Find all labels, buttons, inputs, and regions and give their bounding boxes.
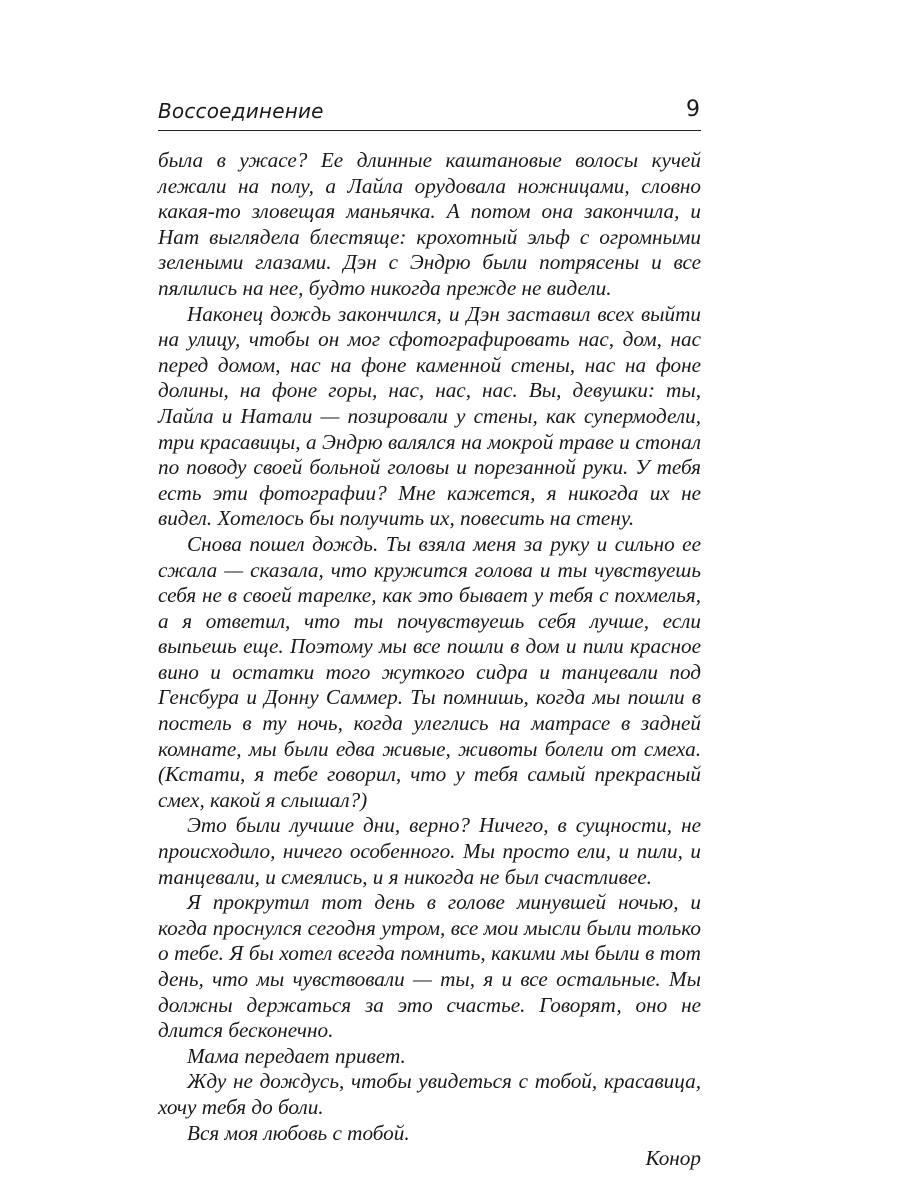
paragraph: Жду не дождусь, чтобы увидеться с тобой, красавица, хочу тебя до боли.: [158, 1069, 701, 1119]
running-header: [158, 96, 701, 131]
running-title: Воссоединение: [158, 99, 324, 123]
paragraph: была в ужасе? Ее длинные каштановые волосы кучей лежали на полу, а Лайла орудовала ножницами, словно какая-то зловещая маньячка. А потом она закончила, и Нат выглядела блестяще: крохотный эльф с огромными зелеными глазами. Дэн с Эндрю были потрясены и все пялились на нее, будто никогда прежде не видели.: [158, 148, 701, 300]
paragraph: Наконец дождь закончился, и Дэн заставил всех выйти на улицу, чтобы он мог сфотографировать нас, дом, нас перед домом, нас на фоне каменной стены, нас на фоне долины, на фоне горы, нас, нас, нас. Вы, девушки: ты, Лайла и Натали — позировали у стены, как супермодели, три красавицы, а Эндрю валялся на мокрой траве и стонал по поводу своей больной головы и порезанной руки. У тебя есть эти фотографии? Мне кажется, я никогда их не видел. Хотелось бы получить их, повесить на стену.: [158, 301, 701, 531]
paragraph: Снова пошел дождь. Ты взяла меня за руку и сильно ее сжала — сказала, что кружится голова и ты чувствуешь себя не в своей тарелке, как это бывает у тебя с похмелья, а я ответил, что ты почувствуешь себя лучше, если выпьешь еще. Поэтому мы все пошли в дом и пили красное вино и остатки того жуткого сидра и танцевали под Генсбура и Донну Саммер. Ты помнишь, когда мы пошли в постель в ту ночь, когда улеглись на матрасе в задней комнате, мы были едва живые, животы болели от смеха. (Кстати, я тебе говорил, что у тебя самый прекрасный смех, какой я слышал?): [158, 531, 701, 812]
paragraph: Вся моя любовь с тобой.: [187, 1120, 410, 1145]
page-body: [158, 148, 701, 1172]
paragraph: Мама передает привет.: [187, 1043, 406, 1068]
page-number: 9: [686, 97, 700, 122]
letter-signature: Конор: [645, 1146, 701, 1171]
paragraph: Я прокрутил тот день в голове минувшей ночью, и когда проснулся сегодня утром, все мои мысли были только о тебе. Я бы хотел всегда помнить, какими мы были в тот день, что мы чувствовали — ты, я и все остальные. Мы должны держаться за это счастье. Говорят, оно не длится бесконечно.: [158, 890, 701, 1043]
paragraph: Это были лучшие дни, верно? Ничего, в сущности, не происходило, ничего особенного. Мы просто ели, и пили, и танцевали, и смеялись, и я никогда не был счастливее.: [158, 813, 701, 889]
